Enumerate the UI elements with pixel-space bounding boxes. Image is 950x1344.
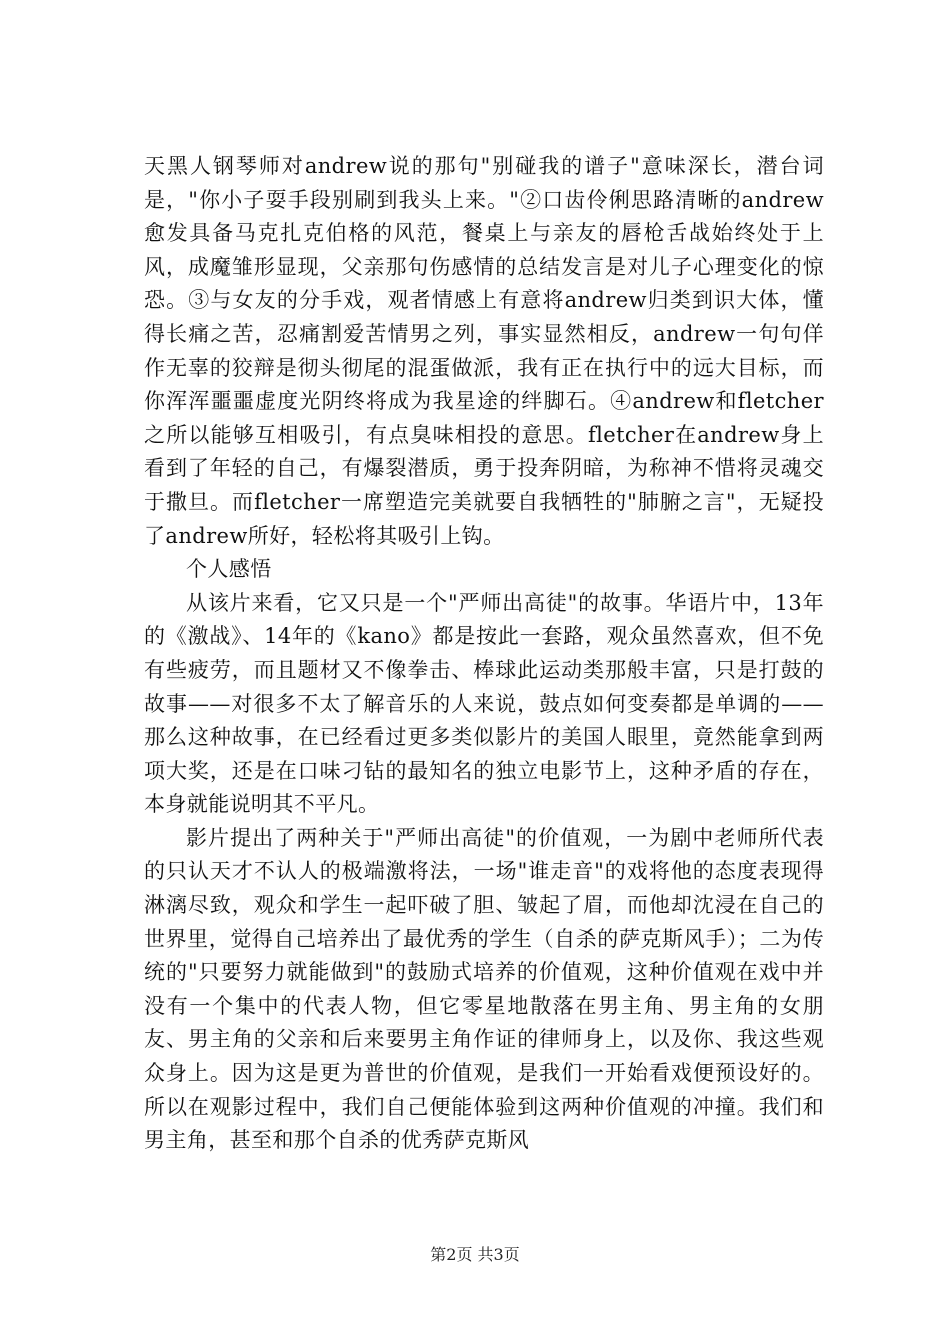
paragraph-analysis: 天黑人钢琴师对andrew说的那句"别碰我的谱子"意味深长，潜台词是，"你小子耍手段别刷到我头上来。"②口齿伶俐思路清晰的andrew愈发具备马克扎克伯格的风范，餐桌上与亲友的唇枪舌战始终处于上风，成魔雏形显现，父亲那句伤感情的总结发言是对儿子心理变化的惊恐。③与女友的分手戏，观者情感上有意将andrew归类到识大体，懂得长痛之苦，忍痛割爱苦情男之列，事实显然相反，andrew一句句佯作无辜的狡辩是彻头彻尾的混蛋做派，我有正在执行中的远大目标，而你浑浑噩噩虚度光阴终将成为我星途的绊脚石。④andrew和fletcher之所以能够互相吸引，有点臭味相投的意思。fletcher在andrew身上看到了年轻的自己，有爆裂潜质，勇于投奔阴暗，为称神不惜将灵魂交于撒旦。而fletcher一席塑造完美就要自我牺牲的"肺腑之言"，无疑投了andrew所好，轻松将其吸引上钩。 (144, 154, 824, 548)
page-number-footer: 第2页 共3页 (430, 1245, 520, 1264)
paragraph-personal-insight-1: 从该片来看，它又只是一个"严师出高徒"的故事。华语片中，13年的《激战》、14年的《kano》都是按此一套路，观众虽然喜欢，但不免有些疲劳，而且题材又不像拳击、棒球此运动类那般丰富，只是打鼓的故事——对很多不太了解音乐的人来说，鼓点如何变奏都是单调的——那么这种故事，在已经看过更多类似影片的美国人眼里，竟然能拿到两项大奖，还是在口味刁钻的最知名的独立电影节上，这种矛盾的存在，本身就能说明其不平凡。 (144, 590, 824, 817)
paragraph-personal-insight-2: 影片提出了两种关于"严师出高徒"的价值观，一为剧中老师所代表的只认天才不认人的极端激将法，一场"谁走音"的戏将他的态度表现得淋漓尽致，观众和学生一起吓破了胆、皱起了眉，而他却沈浸在自己的世界里，觉得自己培养出了最优秀的学生（自杀的萨克斯风手）；二为传统的"只要努力就能做到"的鼓励式培养的价值观，这种价值观在戏中并没有一个集中的代表人物，但它零星地散落在男主角、男主角的女朋友、男主角的父亲和后来要男主角作证的律师身上，以及你、我这些观众身上。因为这是更为普世的价值观，是我们一开始看戏便预设好的。所以在观影过程中，我们自己便能体验到这两种价值观的冲撞。我们和男主角，甚至和那个自杀的优秀萨克斯风 (144, 825, 824, 1153)
section-heading: 个人感悟 (186, 557, 272, 582)
document-body (144, 150, 824, 1158)
